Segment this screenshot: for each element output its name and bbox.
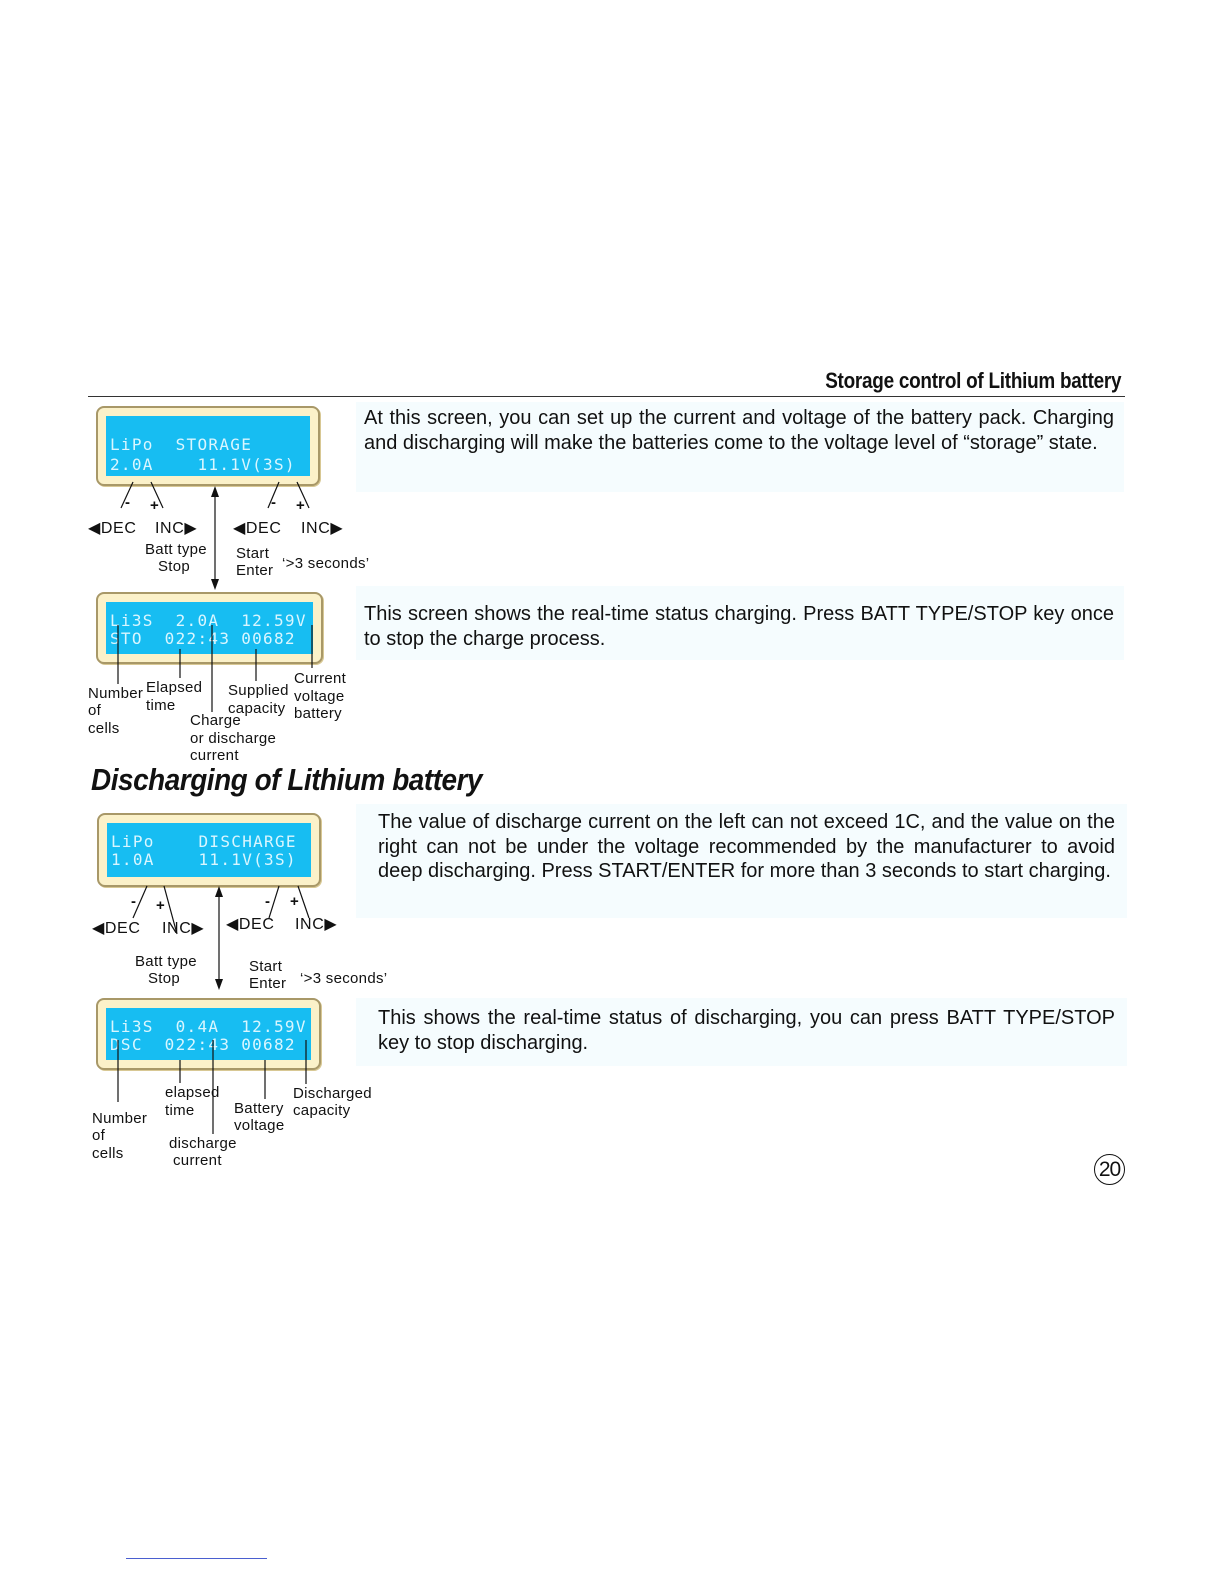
discharge-lcd-line2: 1.0A 11.1V(3S) <box>111 850 297 869</box>
charging-of-label: of <box>88 702 102 719</box>
charging-capacity-label: capacity <box>228 700 286 717</box>
charging-supplied-label: Supplied <box>228 682 289 699</box>
storage-lcd-line1: LiPo STORAGE <box>110 435 253 454</box>
discharge-inc-key-left[interactable]: INC▶ <box>162 920 205 937</box>
discharge-plus-sign-right: + <box>290 893 299 910</box>
storage-description: At this screen, you can set up the current and voltage of the battery pack. Charging and discharging will make the batteries come to the voltage level of “storage” state. <box>364 407 1114 454</box>
storage-dec-pointer-left <box>121 482 133 508</box>
discharge-description: The value of discharge current on the left can not exceed 1C, and the value on the right can not be under the voltage recommended by the manufacturer to avoid deep discharging. Press START/ENTER for more than 3 seconds to start charging. <box>378 811 1115 882</box>
discharging-current-label: current <box>173 1152 222 1169</box>
storage-enter-label: Enter <box>236 562 274 579</box>
arrow-up-icon <box>211 486 219 497</box>
storage-hold-label: ‘>3 seconds’ <box>282 555 370 572</box>
triangle-right-icon: ▶ <box>324 916 338 933</box>
charging-lcd-line1: Li3S 2.0A 12.59V <box>110 611 307 630</box>
triangle-left-icon: ◀ <box>88 520 101 537</box>
storage-start-label: Start <box>236 545 270 562</box>
triangle-left-icon: ◀ <box>92 920 105 937</box>
discharge-minus-sign-left: - <box>131 893 136 910</box>
storage-batt-type-label: Batt type <box>145 541 207 558</box>
discharging-battery-label: Battery <box>234 1100 284 1117</box>
discharge-lcd-line1: LiPo DISCHARGE <box>111 832 297 851</box>
discharge-dec-pointer-right <box>269 886 279 918</box>
discharging-elapsed-label: elapsed <box>165 1084 220 1101</box>
discharge-dec-pointer-left <box>133 886 147 918</box>
charging-voltage-label: voltage <box>294 688 345 705</box>
storage-dec-pointer-right <box>268 482 279 508</box>
discharge-inc-pointer-left <box>164 886 177 934</box>
charging-battery-label: battery <box>294 705 342 722</box>
storage-minus-sign-right: - <box>271 494 276 511</box>
discharging-lcd-line2: DSC 022:43 00682 <box>110 1035 296 1054</box>
charging-or-discharge-label: or discharge <box>190 730 277 747</box>
discharge-stop-label: Stop <box>148 970 181 987</box>
discharging-of-label: of <box>92 1127 106 1144</box>
discharging-lcd-line1: Li3S 0.4A 12.59V <box>110 1017 307 1036</box>
discharge-inc-key-right[interactable]: INC▶ <box>295 916 338 933</box>
charging-charge-label: Charge <box>190 712 241 729</box>
footer-link-underline <box>126 1558 267 1559</box>
discharge-batt-type-label: Batt type <box>135 953 197 970</box>
arrow-down-icon <box>215 979 223 990</box>
discharge-section-title: Discharging of Lithium battery <box>91 762 483 797</box>
charging-description: This screen shows the real-time status charging. Press BATT TYPE/STOP key once to stop the charge process. <box>364 603 1114 650</box>
charging-time-label: time <box>146 697 176 714</box>
charging-elapsed-label: Elapsed <box>146 679 203 696</box>
page-number: 20 <box>1094 1154 1125 1185</box>
discharge-start-label: Start <box>249 958 283 975</box>
discharging-time-label: time <box>165 1102 195 1119</box>
charging-cells-label: cells <box>88 720 120 737</box>
discharge-inc-pointer-right <box>298 886 309 918</box>
storage-inc-pointer-left <box>151 482 163 508</box>
storage-inc-pointer-right <box>297 482 309 508</box>
discharge-dec-key-left[interactable]: ◀DEC <box>92 920 141 937</box>
triangle-right-icon: ▶ <box>191 920 205 937</box>
arrow-down-icon <box>211 579 219 590</box>
storage-minus-sign-left: - <box>125 494 130 511</box>
storage-dec-key-right[interactable]: ◀DEC <box>233 520 282 537</box>
triangle-right-icon: ▶ <box>330 520 344 537</box>
storage-lcd-line2: 2.0A 11.1V(3S) <box>110 455 296 474</box>
discharging-discharged-label: Discharged <box>293 1085 372 1102</box>
discharge-dec-key-right[interactable]: ◀DEC <box>226 916 275 933</box>
storage-dec-key-left[interactable]: ◀DEC <box>88 520 137 537</box>
discharging-description: This shows the real-time status of discharging, you can press BATT TYPE/STOP key to stop discharging. <box>378 1007 1115 1054</box>
discharging-cells-label: cells <box>92 1145 124 1162</box>
discharging-capacity-label: capacity <box>293 1102 351 1119</box>
storage-stop-label: Stop <box>158 558 191 575</box>
storage-plus-sign-left: + <box>150 497 159 514</box>
charging-current-label: current <box>190 747 239 764</box>
section-title: Storage control of Lithium battery <box>824 368 1121 393</box>
charging-lcd-line2: STO 022:43 00682 <box>110 629 296 648</box>
storage-inc-key-right[interactable]: INC▶ <box>301 520 344 537</box>
discharge-minus-sign-right: - <box>265 893 270 910</box>
triangle-left-icon: ◀ <box>233 520 246 537</box>
charging-number-label: Number <box>88 685 144 702</box>
arrow-up-icon <box>215 886 223 897</box>
discharging-discharge-label: discharge <box>169 1135 237 1152</box>
storage-plus-sign-right: + <box>296 497 305 514</box>
discharge-hold-label: ‘>3 seconds’ <box>300 970 388 987</box>
triangle-left-icon: ◀ <box>226 916 239 933</box>
discharging-voltage-label: voltage <box>234 1117 285 1134</box>
charging-current-top-label: Current <box>294 670 347 687</box>
discharge-enter-label: Enter <box>249 975 287 992</box>
storage-inc-key-left[interactable]: INC▶ <box>155 520 198 537</box>
triangle-right-icon: ▶ <box>184 520 198 537</box>
discharge-plus-sign-left: + <box>156 897 165 914</box>
discharging-number-label: Number <box>92 1110 148 1127</box>
